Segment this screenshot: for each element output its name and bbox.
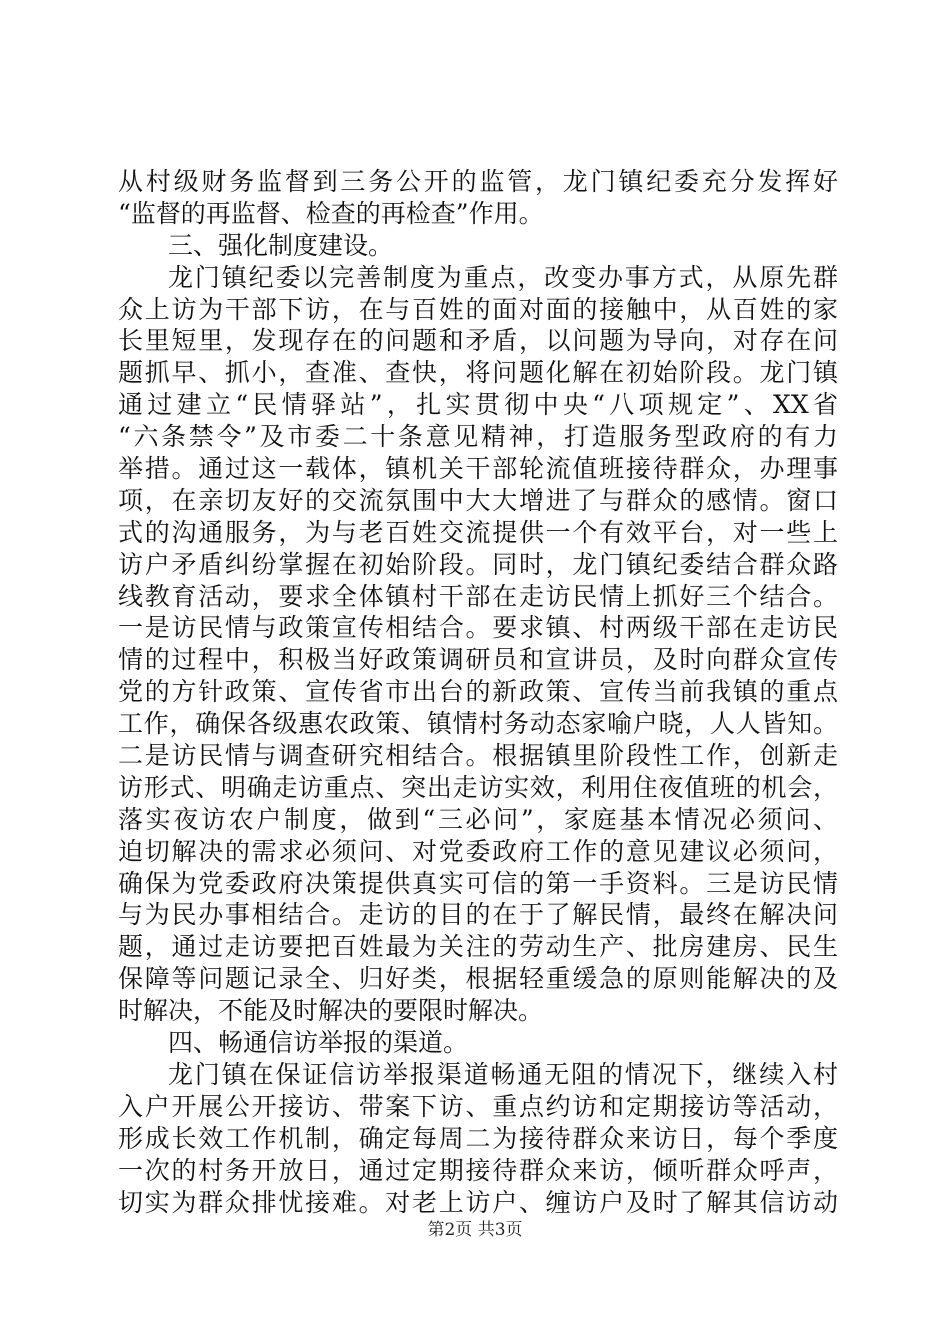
text-line: 确保为党委政府决策提供真实可信的第一手资料。三是访民情 [118, 868, 838, 898]
text-line: 式的沟通服务，为与老百姓交流提供一个有效平台，对一些上 [118, 517, 838, 547]
text-line: 线教育活动，要求全体镇村干部在走访民情上抓好三个结合。 [118, 581, 838, 611]
text-line: 一次的村务开放日，通过定期接待群众来访，倾听群众呼声， [118, 1155, 838, 1185]
text-line: 二是访民情与调查研究相结合。根据镇里阶段性工作，创新走 [118, 741, 838, 771]
section-heading: 四、畅通信访举报的渠道。 [168, 1028, 469, 1058]
text-line: 项，在亲切友好的交流氛围中大大增进了与群众的感情。窗口 [118, 485, 838, 515]
text-line: 从村级财务监督到三务公开的监管，龙门镇纪委充分发挥好 [118, 167, 838, 196]
text-line: “监督的再监督、检查的再检查”作用。 [118, 198, 544, 228]
text-line: 题抓早、抓小，查准、查快，将问题化解在初始阶段。龙门镇 [118, 358, 838, 388]
text-line: 龙门镇在保证信访举报渠道畅通无阻的情况下，继续入村 [168, 1059, 838, 1089]
text-line: 入户开展公开接访、带案下访、重点约访和定期接访等活动， [118, 1091, 838, 1121]
text-line: 访形式、明确走访重点、突出走访实效，利用住夜值班的机会， [118, 772, 838, 802]
text-line: 时解决，不能及时解决的要限时解决。 [118, 996, 544, 1026]
text-line: 龙门镇纪委以完善制度为重点，改变办事方式，从原先群 [168, 262, 838, 292]
text-line: “六条禁令”及市委二十条意见精神，打造服务型政府的有力 [118, 422, 838, 452]
text-line: 党的方针政策、宣传省市出台的新政策、宣传当前我镇的重点 [118, 677, 838, 707]
text-line: 一是访民情与政策宣传相结合。要求镇、村两级干部在走访民 [118, 613, 838, 643]
section-heading: 三、强化制度建设。 [168, 230, 394, 260]
text-line: 众上访为干部下访，在与百姓的面对面的接触中，从百姓的家 [118, 294, 838, 324]
text-line: 工作，确保各级惠农政策、镇情村务动态家喻户晓，人人皆知。 [118, 709, 838, 739]
text-line: 情的过程中，积极当好政策调研员和宣讲员，及时向群众宣传 [118, 645, 838, 675]
text-line: 迫切解决的需求必须问、对党委政府工作的意见建议必须问， [118, 836, 838, 866]
text-line: 举措。通过这一载体，镇机关干部轮流值班接待群众，办理事 [118, 454, 838, 484]
text-line: 长里短里，发现存在的问题和矛盾，以问题为导向，对存在问 [118, 326, 838, 356]
text-line: 切实为群众排忧接难。对老上访户、缠访户及时了解其信访动 [118, 1187, 838, 1217]
text-line: 访户矛盾纠纷掌握在初始阶段。同时，龙门镇纪委结合群众路 [118, 549, 838, 579]
page-number-footer: 第2页 共3页 [427, 1220, 523, 1240]
text-line: 落实夜访农户制度，做到“三必问”，家庭基本情况必须问、 [118, 804, 838, 834]
text-line: 题，通过走访要把百姓最为关注的劳动生产、批房建房、民生 [118, 932, 838, 962]
text-line: 保障等问题记录全、归好类，根据轻重缓急的原则能解决的及 [118, 964, 838, 994]
text-line: 通过建立“民情驿站”，扎实贯彻中央“八项规定”、XX省 [118, 390, 838, 420]
text-line: 与为民办事相结合。走访的目的在于了解民情，最终在解决问 [118, 900, 838, 930]
document-body [118, 166, 838, 1218]
text-line: 形成长效工作机制，确定每周二为接待群众来访日，每个季度 [118, 1123, 838, 1153]
